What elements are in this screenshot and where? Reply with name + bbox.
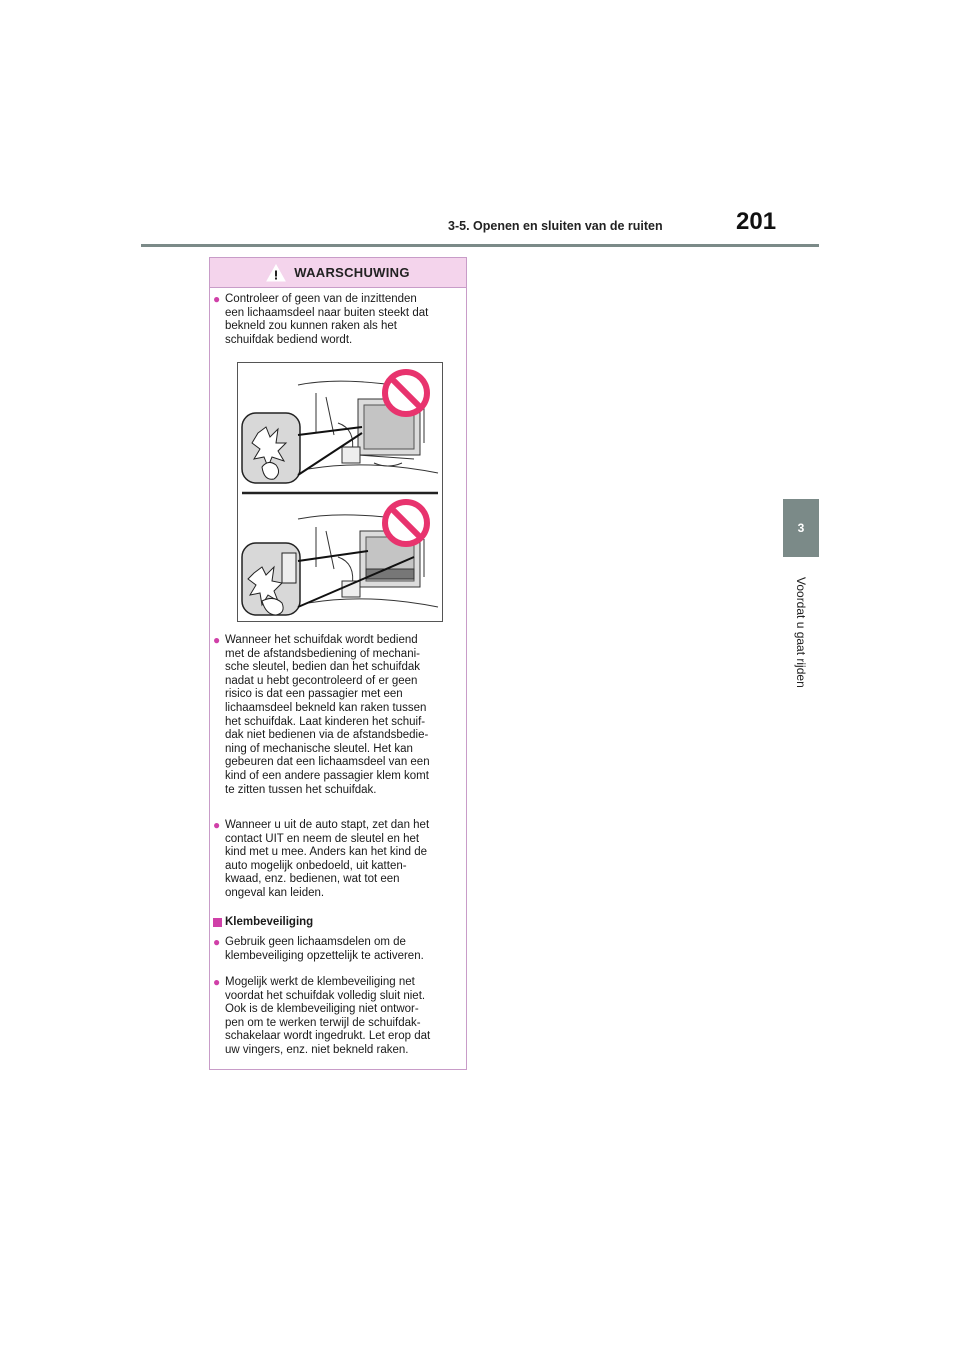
bullet-dot-icon: ● <box>213 935 221 949</box>
page-number: 201 <box>736 208 777 235</box>
bullet-text: Wanneer u uit de auto stapt, zet dan het contact UIT en neem de sleutel en het kind met u mee. Anders kan het kind de auto mogelijk onbedoeld, uit katten- kwaad, enz. bedienen, wat tot een ongeval kan leiden. <box>225 819 430 899</box>
warning-bullet-2 <box>213 634 465 797</box>
chapter-label <box>785 565 817 700</box>
chapter-label-text: Voordat u gaat rijden <box>794 577 808 688</box>
chapter-tab: 3 <box>783 499 819 557</box>
warning-box <box>209 257 467 1070</box>
subheading-klembeveiliging <box>213 916 465 930</box>
sunroof-illustration <box>238 363 442 621</box>
warning-header <box>210 258 466 288</box>
prohibition-icon <box>385 372 427 414</box>
warning-bullet-1 <box>213 293 465 347</box>
bullet-dot-icon: ● <box>213 975 221 989</box>
warning-bullet-3 <box>213 819 465 901</box>
bullet-text: Mogelijk werkt de klembeveiliging net voordat het schuifdak volledig sluit niet. Ook is de klembeveiliging niet ontwor- pen om te werken terwijl de schuifdak- schakelaar wordt ingedrukt. Let erop dat uw vingers, enz. niet bekneld raken. <box>225 976 431 1056</box>
prohibition-icon <box>385 502 427 544</box>
section-title: 3-5. Openen en sluiten van de ruiten <box>448 219 663 233</box>
square-bullet-icon <box>213 916 225 930</box>
warning-title: WAARSCHUWING <box>294 265 410 280</box>
bullet-dot-icon: ● <box>213 633 221 647</box>
subheading-text: Klembeveiliging <box>225 916 314 928</box>
sub-bullet-2 <box>213 976 465 1058</box>
warning-triangle-icon <box>266 264 286 282</box>
bullet-text: Wanneer het schuifdak wordt bediend met de afstandsbediening of mechani- sche sleutel, bedien dan het schuifdak nadat u hebt gecontroleerd of er geen risico is dat een passagier met een lichaamsdeel bekneld kan raken tussen het schuifdak. Laat kinderen het schuif- dak niet bedienen via de afstandsbedie- ning of mechanische sleutel. Het kan gebeuren dat een lichaamsdeel van een kind of een andere passagier klem komt te zitten tussen het schuifdak. <box>225 634 430 796</box>
bullet-dot-icon: ● <box>213 292 221 306</box>
bullet-text: Gebruik geen lichaamsdelen om de klembeveiliging opzettelijk te activeren. <box>225 936 424 962</box>
bullet-text: Controleer of geen van de inzittenden een lichaamsdeel naar buiten steekt dat bekneld zou kunnen raken als het schuifdak bediend wordt. <box>225 293 429 346</box>
sub-bullet-1 <box>213 936 465 963</box>
header-rule <box>141 244 819 247</box>
sunroof-figure <box>237 362 443 622</box>
bullet-dot-icon: ● <box>213 818 221 832</box>
